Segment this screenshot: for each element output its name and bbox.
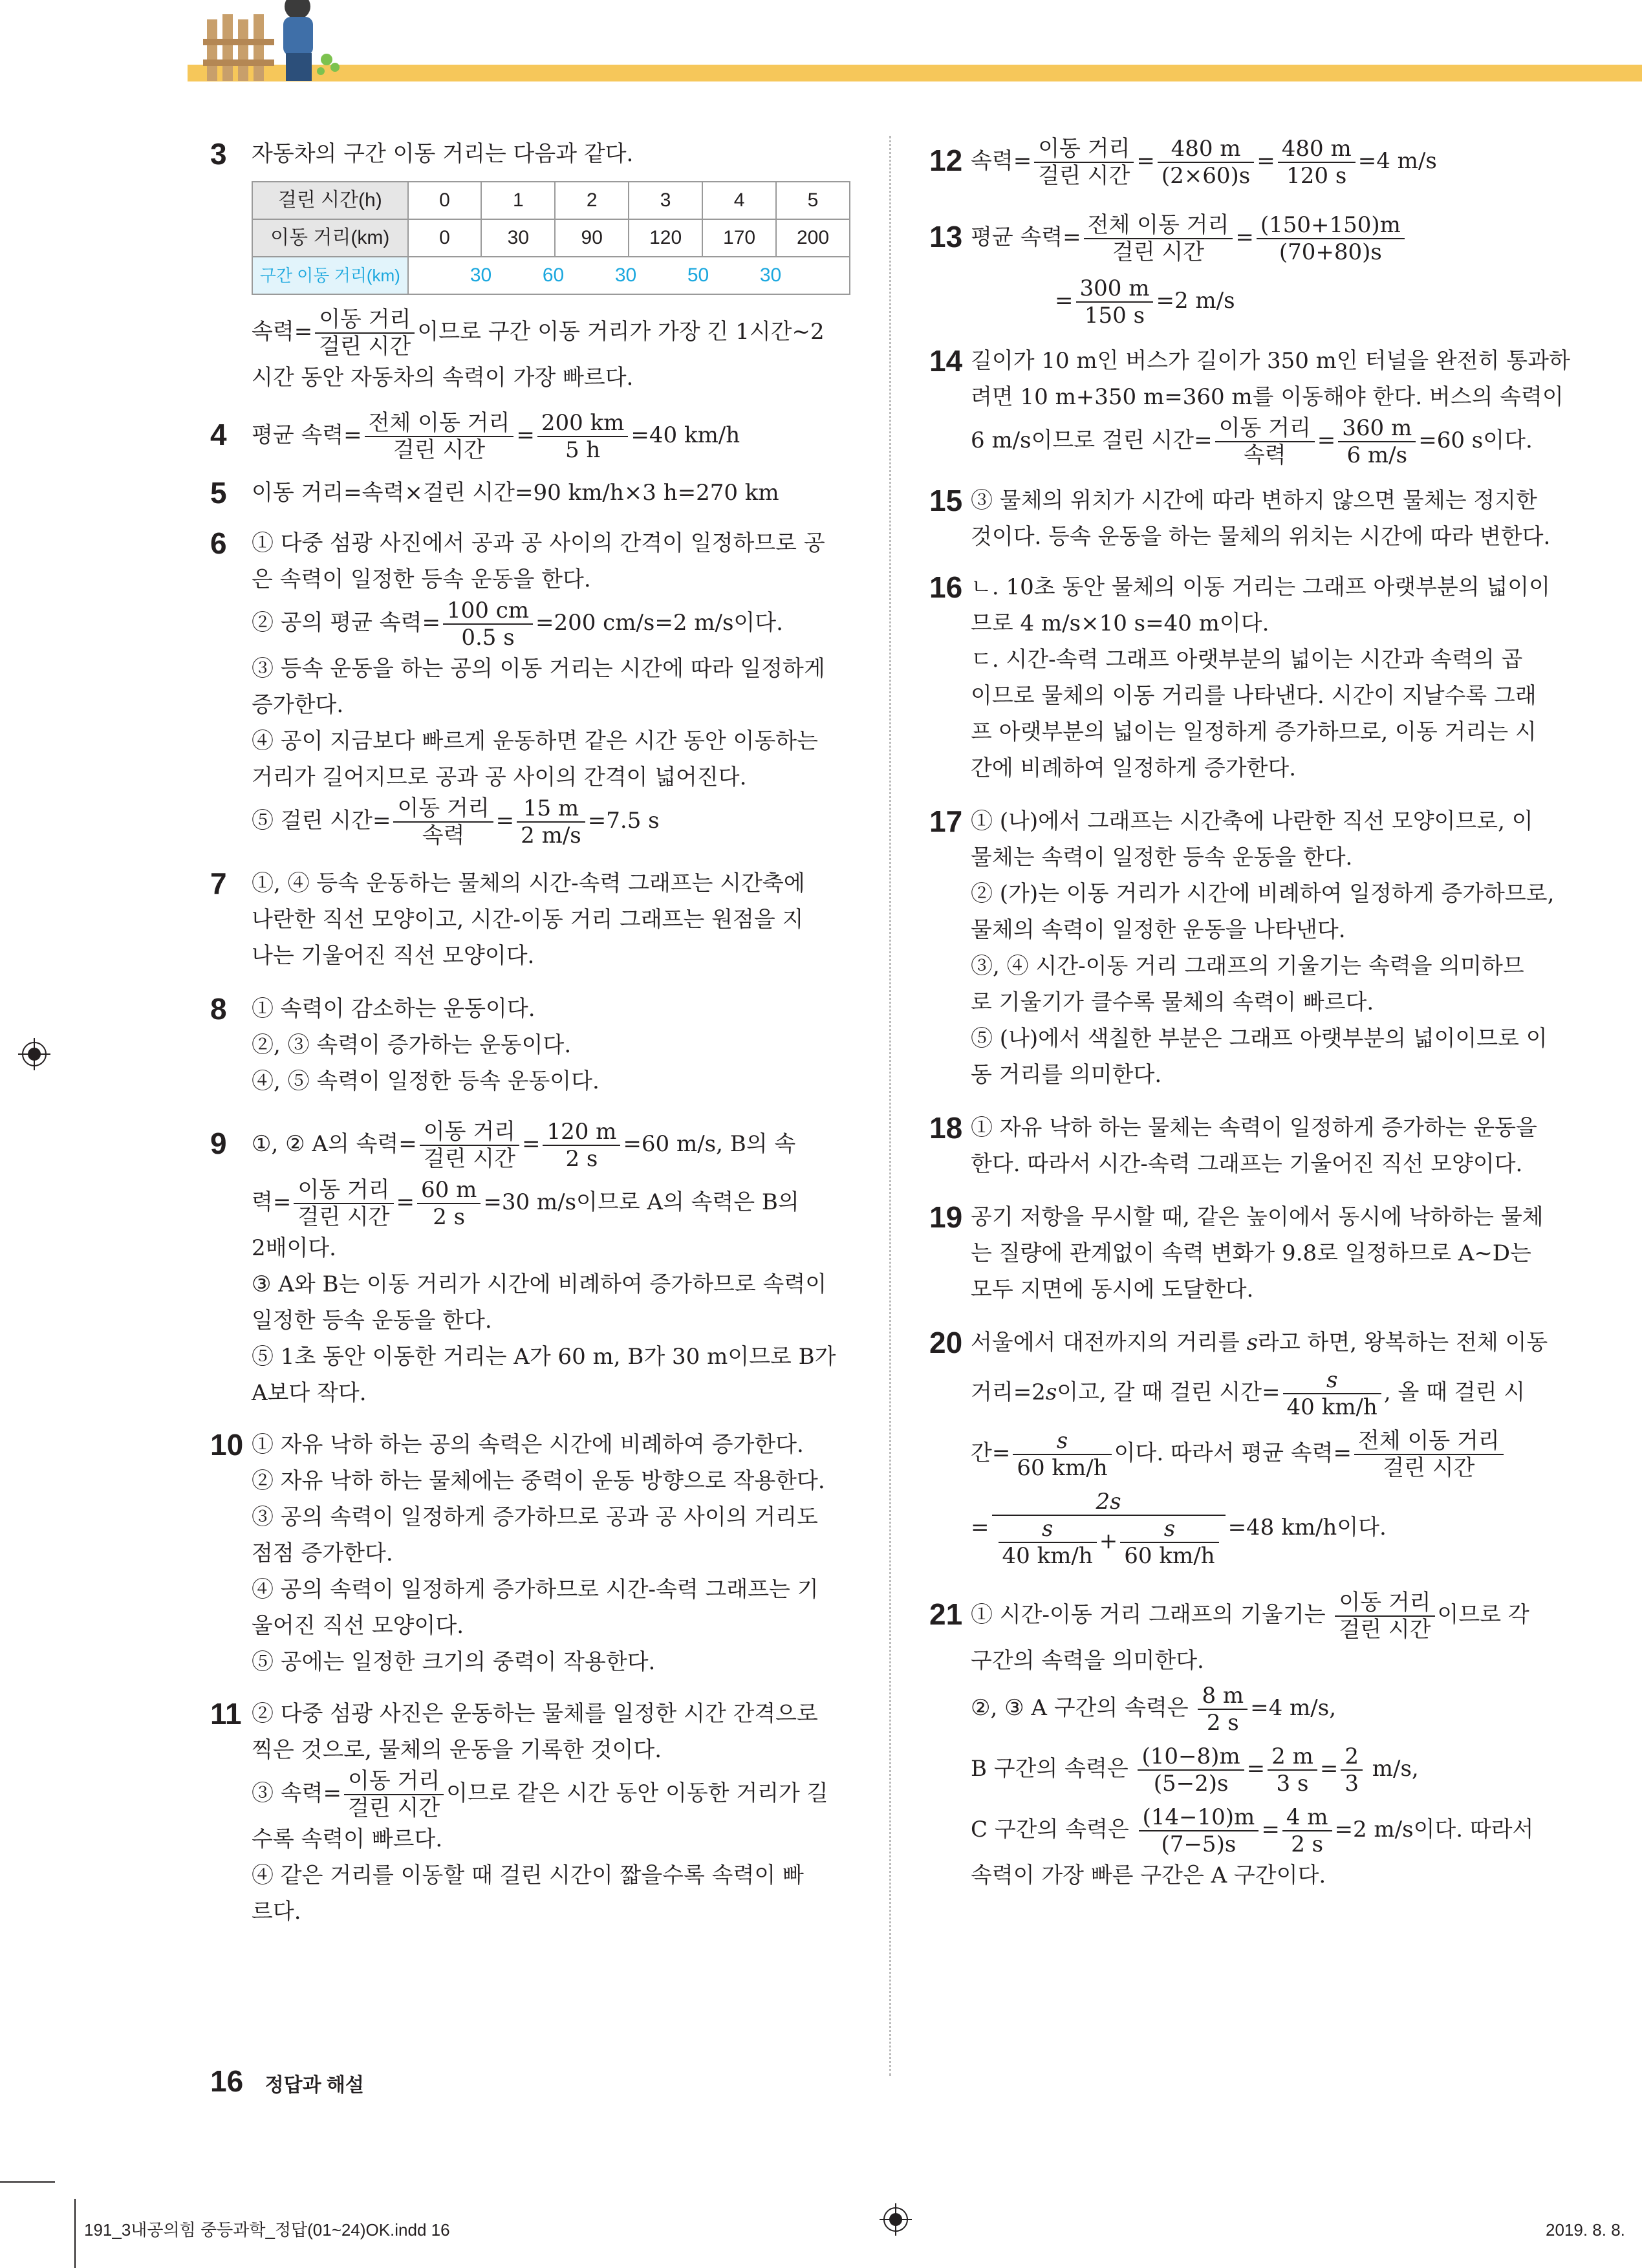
answer-text: ⑤ (나)에서 색칠한 부분은 그래프 아랫부분의 넓이이므로 이 [971,1026,1548,1052]
table-row [252,257,850,294]
answer-text: ① 자유 낙하 하는 공의 속력은 시간에 비례하여 증가한다. [252,1432,804,1458]
answer-text: 일정한 등속 운동을 한다. [252,1308,492,1334]
answer-number: 18 [929,1111,963,1145]
answer-text: 수록 속력이 빠르다. [252,1826,443,1852]
answer-text: 이동 거리=속력×걸린 시간=90 km/h×3 h=270 km [252,480,779,506]
answer-text: 울어진 직선 모양이다. [252,1613,464,1639]
fraction: $\frac{\text{이동 거리}}{\text{걸린 시간}}$ [420,1119,519,1172]
answer-number: 3 [210,137,227,171]
answer-number: 13 [929,220,963,254]
answer-12 [929,136,1570,189]
answer-5 [210,475,850,511]
answer-text: ⑤ 공에는 일정한 크기의 중력이 작용한다. [252,1649,656,1675]
answer-11 [210,1696,850,1930]
fraction: $\frac{60 m}{2 s}$ [417,1177,481,1230]
answer-text: ③ 물체의 위치가 시간에 따라 변하지 않으면 물체는 정지한 [971,488,1537,513]
answer-text: ① (나)에서 그래프는 시간축에 나란한 직선 모양이므로, 이 [971,808,1533,834]
fraction: $\frac{\text{이동 거리}}{\text{걸린 시간}}$ [294,1177,393,1230]
fraction: $\frac{s}{60 km/h}$ [1013,1428,1111,1481]
print-date: 2019. 8. 8. [1546,2220,1625,2240]
answer-21 [929,1590,1570,1894]
fraction: $\frac{8 m}{2 s}$ [1198,1683,1248,1736]
answer-text: 프 아랫부분의 넓이는 일정하게 증가하므로, 이동 거리는 시 [971,719,1537,745]
answer-number: 15 [929,484,963,517]
fraction: $\frac{360 m}{6 m/s}$ [1338,415,1416,468]
answer-text: ② (가)는 이동 거리가 시간에 비례하여 일정하게 증가하므로, [971,881,1555,907]
table-header-distance: 이동 거리(km) [252,219,408,257]
answer-text: ⑤ 1초 동안 이동한 거리는 A가 60 m, B가 30 m이므로 B가 [252,1344,836,1370]
table-cell: 5 [776,182,850,219]
answer-13 [929,212,1570,329]
answer-number: 19 [929,1200,963,1234]
answer-14 [929,343,1570,468]
answer-text: 려면 10 m+350 m=360 m를 이동해야 한다. 버스의 속력이 [971,384,1564,410]
fraction: $\frac{\text{이동 거리}}{\text{걸린 시간}}$ [344,1768,444,1821]
answer-text: 나는 기울어진 직선 모양이다. [252,943,535,969]
fraction: $\frac{\text{이동 거리}}{\text{걸린 시간}}$ [1034,136,1134,189]
fraction: $\frac{\text{이동 거리}}{\text{걸린 시간}}$ [1335,1590,1434,1643]
answer-number: 9 [210,1127,227,1160]
header-gardener-illustration [194,0,362,81]
answer-text: = $\frac{300 m}{150 s}$ =2 m/s [1055,275,1235,329]
table-cell: 200 [776,219,850,257]
answer-10 [210,1427,850,1680]
answer-text: ③ 등속 운동을 하는 공의 이동 거리는 시간에 따라 일정하게 [252,656,825,682]
table-cell: 90 [555,219,629,257]
right-column [929,136,1570,1894]
column-divider [889,136,891,2076]
answer-text: 로 기울기가 클수록 물체의 속력이 빠르다. [971,989,1374,1015]
answer-19 [929,1199,1570,1308]
answer-text: 나란한 직선 모양이고, 시간-이동 거리 그래프는 원점을 지 [252,907,804,933]
answer-text: ① 다중 섬광 사진에서 공과 공 사이의 간격이 일정하므로 공 [252,530,825,556]
fraction: $\frac{100 cm}{0.5 s}$ [443,598,533,651]
answer-text: 간= $\frac{s}{60 km/h}$ 이다. 따라서 평균 속력= $\frac{\text{전체 이동 거리}}{\text{걸린 시간}}$ [971,1428,1570,1481]
answer-text: 는 질량에 관계없이 속력 변화가 9.8로 일정하므로 A~D는 [971,1240,1531,1266]
answer-text: 길이가 10 m인 버스가 길이가 350 m인 터널을 완전히 통과하 [971,348,1570,374]
answer-text: 구간의 속력을 의미한다. [971,1648,1204,1674]
registration-mark-icon [18,1038,50,1070]
crop-mark [0,2181,55,2183]
answer-text: 6 m/s이므로 걸린 시간= $\frac{\text{이동 거리}}{\text{속력}}$ = $\frac{360 m}{6 m/s}$ =60 s이다. [971,415,1533,468]
fraction: $\frac{480 m}{(2\times 60)s}$ [1158,136,1254,189]
compound-fraction: 2s $\frac{s}{40 km/h}$ + $\frac{s}{60 km/h}$ [992,1489,1226,1569]
answer-text: ① 자유 낙하 하는 물체는 속력이 일정하게 증가하는 운동을 [971,1115,1537,1141]
answer-text: ① 속력이 감소하는 운동이다. [252,996,535,1022]
answer-text: ②, ③ A 구간의 속력은 $\frac{8 m}{2 s}$ =4 m/s, [971,1683,1337,1736]
table-cell: 170 [702,219,776,257]
answer-17 [929,803,1570,1093]
table-cell: 0 [408,182,482,219]
answer-text: 모두 지면에 동시에 도달한다. [971,1277,1254,1302]
table-cell: 30 [759,265,782,286]
answer-text: ②, ③ 속력이 증가하는 운동이다. [252,1032,572,1058]
answer-text: 평균 속력= $\frac{\text{전체 이동 거리}}{\text{걸린 시간}}$ = $\frac{200 km}{5 h}$ =40 km/h [252,410,740,463]
fraction: $\frac{\text{이동 거리}}{\text{속력}}$ [1215,415,1315,468]
left-column [210,136,850,1930]
page-number: 16 [210,2064,244,2098]
answer-text: ③ 속력= $\frac{\text{이동 거리}}{\text{걸린 시간}}$ 이므로 같은 시간 동안 이동한 거리가 길 [252,1768,828,1821]
answer-text: 력= $\frac{\text{이동 거리}}{\text{걸린 시간}}$ = $\frac{60 m}{2 s}$ =30 m/s이므로 A의 속력은 B의 [252,1177,799,1230]
answer-text: 점점 증가한다. [252,1540,393,1566]
answer-text: 속력= $\frac{\text{이동 거리}}{\text{걸린 시간}}$ 이므로 구간 이동 거리가 가장 긴 1시간~2 [252,307,825,360]
fraction: $\frac{4 m}{2 s}$ [1282,1804,1332,1857]
fraction: $\frac{(150+150)m}{(70+80)s}$ [1257,212,1405,265]
table-cell: 30 [614,265,637,286]
page-footer [210,2063,364,2104]
answer-text: A보다 작다. [252,1380,367,1406]
answer-text: 속력이 가장 빠른 구간은 A 구간이다. [971,1863,1326,1888]
fraction: $\frac{(14-10)m}{(7-5)s}$ [1139,1804,1259,1857]
fraction: $\frac{(10-8)m}{(5-2)s}$ [1138,1744,1244,1797]
answer-text: ① 시간-이동 거리 그래프의 기울기는 $\frac{\text{이동 거리}}{\text{걸린 시간}}$ 이므로 각 [971,1590,1529,1643]
answer-text: 찍은 것으로, 물체의 운동을 기록한 것이다. [252,1737,662,1763]
answer-text: ④ 공의 속력이 일정하게 증가하므로 시간-속력 그래프는 기 [252,1577,819,1603]
answer-text: B 구간의 속력은 $\frac{(10-8)m}{(5-2)s}$ = $\frac{2 m}{3 s}$ = $\frac{2}{3}$ m/s, [971,1744,1419,1797]
answer-8 [210,991,850,1099]
table-cell: 2 [555,182,629,219]
answer-text: 물체의 속력이 일정한 운동을 나타낸다. [971,917,1346,943]
crop-mark [74,2199,76,2268]
table-header-time: 걸린 시간(h) [252,182,408,219]
table-header-interval: 구간 이동 거리(km) [252,257,408,294]
answer-text: 서울에서 대전까지의 거리를 s라고 하면, 왕복하는 전체 이동 [971,1330,1548,1355]
table-cell: 60 [542,265,565,286]
answer-18 [929,1110,1570,1182]
answer-text: 물체는 속력이 일정한 등속 운동을 한다. [971,845,1353,870]
answer-text: 한다. 따라서 시간-속력 그래프는 기울어진 직선 모양이다. [971,1151,1523,1177]
fraction: $\frac{2}{3}$ [1341,1744,1363,1797]
answer-text: C 구간의 속력은 $\frac{(14-10)m}{(7-5)s}$ = $\frac{4 m}{2 s}$ =2 m/s이다. 따라서 [971,1804,1534,1857]
answer-text: ④ 같은 거리를 이동할 때 걸린 시간이 짧을수록 속력이 빠 [252,1863,804,1888]
interval-cells [408,257,850,294]
table-cell: 120 [629,219,702,257]
answer-number: 6 [210,526,227,560]
table-cell: 30 [470,265,492,286]
distance-table [252,181,850,295]
answer-number: 16 [929,570,963,604]
table-cell: 4 [702,182,776,219]
answer-text: 거리=2s이고, 갈 때 걸린 시간= $\frac{s}{40 km/h}$ , 올 때 걸린 시 [971,1367,1526,1420]
answer-number: 17 [929,805,963,838]
answer-text: 것이다. 등속 운동을 하는 물체의 위치는 시간에 따라 변한다. [971,524,1551,550]
answer-text: 자동차의 구간 이동 거리는 다음과 같다. [252,141,634,167]
answer-text: 2배이다. [252,1235,336,1261]
answer-number: 8 [210,992,227,1026]
answer-number: 4 [210,418,227,451]
fraction: $\frac{s}{60 km/h}$ [1120,1516,1218,1569]
answer-text: 평균 속력= $\frac{\text{전체 이동 거리}}{\text{걸린 시간}}$ = $\frac{(150+150)m}{(70+80)s}$ [971,212,1570,265]
table-cell: 50 [687,265,709,286]
answer-text: ⑤ 걸린 시간= $\frac{\text{이동 거리}}{\text{속력}}$ = $\frac{15 m}{2 m/s}$ =7.5 s [252,795,660,848]
answer-text: 거리가 길어지므로 공과 공 사이의 간격이 넓어진다. [252,764,747,790]
fraction: $\frac{\text{이동 거리}}{\text{속력}}$ [393,795,493,848]
table-cell: 1 [481,182,555,219]
answer-text: 공기 저항을 무시할 때, 같은 높이에서 동시에 낙하하는 물체 [971,1204,1544,1230]
answer-number: 5 [210,476,227,510]
table-cell: 30 [481,219,555,257]
fraction: $\frac{\text{전체 이동 거리}}{\text{걸린 시간}}$ [365,410,514,463]
answer-text: 시간 동안 자동차의 속력이 가장 빠르다. [252,365,634,391]
answer-text: 은 속력이 일정한 등속 운동을 한다. [252,567,591,592]
table-row [252,182,850,219]
answer-text: 므로 4 m/s×10 s=40 m이다. [971,610,1269,636]
answer-number: 14 [929,344,963,378]
answer-text: ④ 공이 지금보다 빠르게 운동하면 같은 시간 동안 이동하는 [252,728,818,754]
table-row [252,219,850,257]
answer-number: 20 [929,1326,963,1359]
answer-text: 증가한다. [252,692,344,718]
answer-9 [210,1119,850,1411]
answer-number: 10 [210,1428,244,1462]
fraction: $\frac{\text{이동 거리}}{\text{걸린 시간}}$ [315,307,415,360]
table-cell: 3 [629,182,702,219]
answer-text: 이므로 물체의 이동 거리를 나타낸다. 시간이 지날수록 그래 [971,683,1537,709]
answer-16 [929,569,1570,786]
answer-4 [210,410,850,463]
answer-text: 동 거리를 의미한다. [971,1062,1162,1088]
answer-text: ② 공의 평균 속력= $\frac{100 cm}{0.5 s}$ =200 cm/s=2 m/s이다. [252,598,783,651]
fraction: $\frac{120 m}{2 s}$ [543,1119,620,1172]
answer-text: ② 자유 낙하 하는 물체에는 중력이 운동 방향으로 작용한다. [252,1468,825,1494]
answer-text: ①, ② A의 속력= $\frac{\text{이동 거리}}{\text{걸린 시간}}$ = $\frac{120 m}{2 s}$ =60 m/s, B의 속 [252,1119,796,1172]
answer-7 [210,865,850,974]
answer-6 [210,525,850,848]
fraction: $\frac{\text{전체 이동 거리}}{\text{걸린 시간}}$ [1354,1428,1504,1481]
table-cell: 0 [408,219,482,257]
answer-number: 21 [929,1597,963,1631]
fraction: $\frac{\text{전체 이동 거리}}{\text{걸린 시간}}$ [1084,212,1233,265]
page-label: 정답과 해설 [265,2075,364,2096]
fraction: $\frac{480 m}{120 s}$ [1278,136,1356,189]
answer-3 [210,136,850,396]
answer-text: ③ 공의 속력이 일정하게 증가하므로 공과 공 사이의 거리도 [252,1504,818,1530]
answer-text: ㄷ. 시간-속력 그래프 아랫부분의 넓이는 시간과 속력의 곱 [971,647,1523,673]
answer-15 [929,482,1570,555]
answer-text: 르다. [252,1899,301,1925]
answer-text: = 2s $\frac{s}{40 km/h}$ + $\frac{s}{60 km/h}$ =48 km/h이다. [971,1489,1387,1569]
answer-20 [929,1324,1570,1569]
answer-text: 간에 비례하여 일정하게 증가한다. [971,755,1297,781]
indd-file-name: 191_3내공의힘 중등과학_정답(01~24)OK.indd 16 [84,2220,450,2240]
answer-text: ③ A와 B는 이동 거리가 시간에 비례하여 증가하므로 속력이 [252,1271,827,1297]
answer-text: ④, ⑤ 속력이 일정한 등속 운동이다. [252,1068,600,1094]
answer-text: 속력= $\frac{\text{이동 거리}}{\text{걸린 시간}}$ = $\frac{480 m}{(2\times 60)s}$ = $\frac{480 m}{120 s}$ =4 m/s [971,136,1437,189]
answer-number: 7 [210,867,227,900]
registration-mark-icon [880,2203,912,2236]
answer-number: 12 [929,144,963,177]
fraction: $\frac{200 km}{5 h}$ [537,410,629,463]
fraction: $\frac{s}{40 km/h}$ [1283,1367,1381,1420]
answer-number: 11 [210,1697,242,1731]
fraction: $\frac{s}{40 km/h}$ [999,1516,1097,1569]
header-band [188,65,1642,81]
answer-text: ①, ④ 등속 운동하는 물체의 시간-속력 그래프는 시간축에 [252,870,805,896]
answer-text: ② 다중 섬광 사진은 운동하는 물체를 일정한 시간 간격으로 [252,1701,818,1727]
answer-text: ㄴ. 10초 동안 물체의 이동 거리는 그래프 아랫부분의 넓이이 [971,574,1550,600]
fraction: $\frac{2 m}{3 s}$ [1268,1744,1317,1797]
fraction: $\frac{300 m}{150 s}$ [1076,275,1154,329]
fraction: $\frac{15 m}{2 m/s}$ [517,795,585,848]
answer-text: ③, ④ 시간-이동 거리 그래프의 기울기는 속력을 의미하므 [971,953,1524,979]
